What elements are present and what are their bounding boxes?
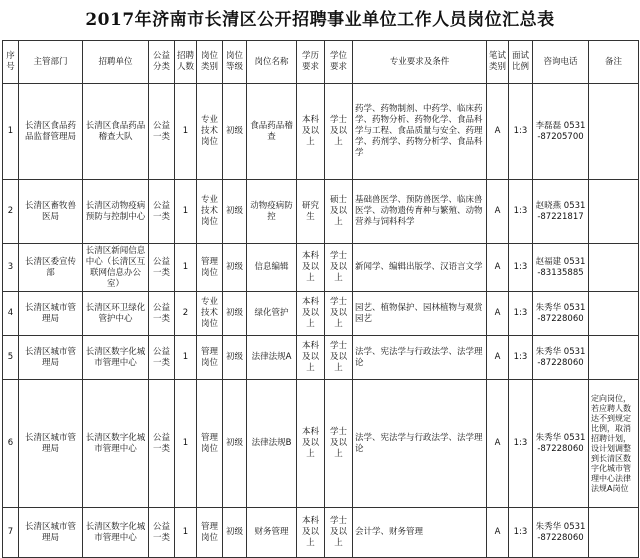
column-header: 面试比例 <box>509 41 533 84</box>
cell-req: 法学、宪法学与行政法学、法学理论 <box>353 336 487 380</box>
cell-level: 初级 <box>223 508 247 558</box>
cell-phone: 朱秀华 0531-87228060 <box>533 508 589 558</box>
cell-post: 法律法规A <box>247 336 297 380</box>
cell-no: 2 <box>3 180 19 244</box>
cell-dept: 长清区城市管理局 <box>19 508 83 558</box>
column-header: 岗位等级 <box>223 41 247 84</box>
cell-category: 公益一类 <box>149 84 175 180</box>
cell-count: 1 <box>175 380 197 508</box>
cell-exam: A <box>487 244 509 292</box>
column-header: 主管部门 <box>19 41 83 84</box>
table-row <box>3 180 639 244</box>
cell-note <box>589 180 639 244</box>
cell-req: 园艺、植物保护、园林植物与观赏园艺 <box>353 292 487 336</box>
cell-degree: 硕士及以上 <box>325 180 353 244</box>
cell-post: 绿化管护 <box>247 292 297 336</box>
cell-degree: 学士及以上 <box>325 336 353 380</box>
cell-category: 公益一类 <box>149 336 175 380</box>
cell-category: 公益一类 <box>149 380 175 508</box>
cell-req: 法学、宪法学与行政法学、法学理论 <box>353 380 487 508</box>
cell-exam: A <box>487 508 509 558</box>
cell-category: 公益一类 <box>149 180 175 244</box>
cell-dept: 长清区畜牧兽医局 <box>19 180 83 244</box>
cell-degree: 学士及以上 <box>325 508 353 558</box>
cell-category: 公益一类 <box>149 244 175 292</box>
cell-edu: 研究生 <box>297 180 325 244</box>
cell-level: 初级 <box>223 180 247 244</box>
cell-type: 管理岗位 <box>197 380 223 508</box>
cell-note <box>589 336 639 380</box>
cell-degree: 学士及以上 <box>325 84 353 180</box>
cell-post: 食品药品稽查 <box>247 84 297 180</box>
cell-dept: 长清区城市管理局 <box>19 336 83 380</box>
column-header: 岗位名称 <box>247 41 297 84</box>
table-row <box>3 380 639 508</box>
cell-unit: 长清区数字化城市管理中心 <box>83 508 149 558</box>
cell-exam: A <box>487 84 509 180</box>
cell-phone: 赵晓燕 0531-87221817 <box>533 180 589 244</box>
column-header: 招聘人数 <box>175 41 197 84</box>
cell-type: 管理岗位 <box>197 508 223 558</box>
cell-category: 公益一类 <box>149 292 175 336</box>
cell-level: 初级 <box>223 380 247 508</box>
cell-dept: 长清区城市管理局 <box>19 292 83 336</box>
cell-phone: 朱秀华 0531-87228060 <box>533 336 589 380</box>
cell-no: 3 <box>3 244 19 292</box>
table-row <box>3 84 639 180</box>
cell-unit: 长清区数字化城市管理中心 <box>83 336 149 380</box>
column-header: 学位要求 <box>325 41 353 84</box>
cell-post: 财务管理 <box>247 508 297 558</box>
cell-no: 6 <box>3 380 19 508</box>
cell-unit: 长清区食品药品稽查大队 <box>83 84 149 180</box>
cell-note: 定向岗位，若应聘人数达不到规定比例，取消招聘计划，设计划调整到长清区数字化城市管理中心法律法规A岗位 <box>589 380 639 508</box>
cell-count: 1 <box>175 508 197 558</box>
cell-type: 管理岗位 <box>197 336 223 380</box>
table-header-row <box>3 41 639 84</box>
cell-unit: 长清区新闻信息中心（长清区互联网信息办公室） <box>83 244 149 292</box>
cell-level: 初级 <box>223 244 247 292</box>
cell-phone: 朱秀华 0531-87228060 <box>533 292 589 336</box>
cell-level: 初级 <box>223 292 247 336</box>
table-row <box>3 244 639 292</box>
cell-phone: 李磊磊 0531-87205700 <box>533 84 589 180</box>
cell-no: 5 <box>3 336 19 380</box>
positions-table <box>2 40 639 558</box>
column-header: 公益分类 <box>149 41 175 84</box>
column-header: 笔试类别 <box>487 41 509 84</box>
cell-type: 专业技术岗位 <box>197 84 223 180</box>
column-header: 咨询电话 <box>533 41 589 84</box>
cell-dept: 长清区食品药品监督管理局 <box>19 84 83 180</box>
cell-no: 4 <box>3 292 19 336</box>
cell-no: 1 <box>3 84 19 180</box>
cell-unit: 长清区动物疫病预防与控制中心 <box>83 180 149 244</box>
cell-note <box>589 244 639 292</box>
cell-level: 初级 <box>223 336 247 380</box>
cell-edu: 本科及以上 <box>297 380 325 508</box>
column-header: 学历要求 <box>297 41 325 84</box>
cell-degree: 学士及以上 <box>325 244 353 292</box>
cell-dept: 长清区城市管理局 <box>19 380 83 508</box>
cell-req: 药学、药物制剂、中药学、临床药学、药物分析、药物化学、食品科学与工程、食品质量与安全、药理学、药剂学、药物分析学、食品科学 <box>353 84 487 180</box>
cell-unit: 长清区数字化城市管理中心 <box>83 380 149 508</box>
cell-type: 管理岗位 <box>197 244 223 292</box>
cell-ratio: 1:3 <box>509 508 533 558</box>
cell-phone: 朱秀华 0531-87228060 <box>533 380 589 508</box>
cell-ratio: 1:3 <box>509 336 533 380</box>
cell-phone: 赵福建 0531-83135885 <box>533 244 589 292</box>
cell-no: 7 <box>3 508 19 558</box>
cell-post: 信息编辑 <box>247 244 297 292</box>
cell-type: 专业技术岗位 <box>197 292 223 336</box>
cell-count: 1 <box>175 84 197 180</box>
cell-edu: 本科及以上 <box>297 508 325 558</box>
cell-level: 初级 <box>223 84 247 180</box>
cell-ratio: 1:3 <box>509 244 533 292</box>
cell-count: 1 <box>175 336 197 380</box>
page-title: 2017年济南市长清区公开招聘事业单位工作人员岗位汇总表 <box>85 10 555 30</box>
cell-type: 专业技术岗位 <box>197 180 223 244</box>
cell-count: 1 <box>175 180 197 244</box>
cell-count: 2 <box>175 292 197 336</box>
cell-req: 基础兽医学、预防兽医学、临床兽医学、动物遗传育种与繁殖、动物营养与饲料科学 <box>353 180 487 244</box>
cell-ratio: 1:3 <box>509 180 533 244</box>
cell-note <box>589 508 639 558</box>
table-row <box>3 508 639 558</box>
cell-edu: 本科及以上 <box>297 244 325 292</box>
cell-ratio: 1:3 <box>509 84 533 180</box>
cell-post: 动物疫病防控 <box>247 180 297 244</box>
table-row <box>3 292 639 336</box>
column-header: 岗位类别 <box>197 41 223 84</box>
cell-ratio: 1:3 <box>509 292 533 336</box>
column-header: 招聘单位 <box>83 41 149 84</box>
cell-degree: 学士及以上 <box>325 292 353 336</box>
column-header: 专业要求及条件 <box>353 41 487 84</box>
column-header: 序号 <box>3 41 19 84</box>
cell-category: 公益一类 <box>149 508 175 558</box>
cell-note <box>589 84 639 180</box>
cell-edu: 本科及以上 <box>297 336 325 380</box>
cell-exam: A <box>487 380 509 508</box>
cell-unit: 长清区环卫绿化管护中心 <box>83 292 149 336</box>
cell-note <box>589 292 639 336</box>
cell-count: 1 <box>175 244 197 292</box>
cell-dept: 长清区委宣传部 <box>19 244 83 292</box>
cell-exam: A <box>487 180 509 244</box>
cell-exam: A <box>487 336 509 380</box>
cell-edu: 本科及以上 <box>297 84 325 180</box>
cell-edu: 本科及以上 <box>297 292 325 336</box>
column-header: 备注 <box>589 41 639 84</box>
cell-post: 法律法规B <box>247 380 297 508</box>
cell-req: 新闻学、编辑出版学、汉语言文学 <box>353 244 487 292</box>
table-row <box>3 336 639 380</box>
cell-req: 会计学、财务管理 <box>353 508 487 558</box>
cell-exam: A <box>487 292 509 336</box>
cell-degree: 学士及以上 <box>325 380 353 508</box>
cell-ratio: 1:3 <box>509 380 533 508</box>
